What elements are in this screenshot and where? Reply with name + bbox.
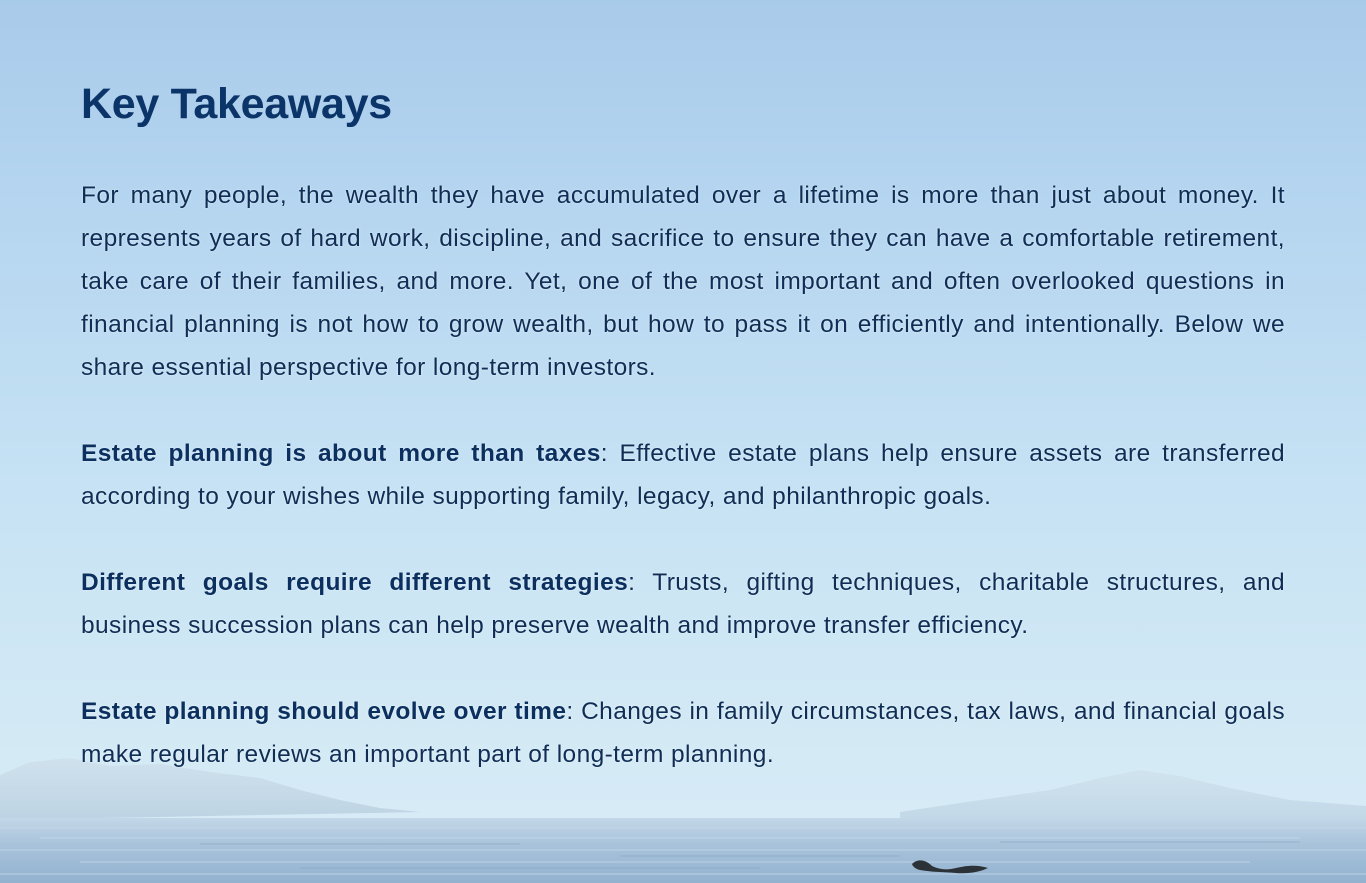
page-title: Key Takeaways [81,80,392,128]
takeaway-text: : Trusts, gifting techniques, charitable structures, and business succession plans can help preserve wealth and improve transfer efficiency. [81,569,1285,639]
takeaway-text: : Effective estate plans help ensure assets are transferred according to your wishes while supporting family, legacy, and philanthropic goals. [81,440,1285,510]
takeaway-title: Estate planning is about more than taxes [81,440,601,467]
takeaway-title: Estate planning should evolve over time [81,698,567,725]
intro-paragraph: For many people, the wealth they have accumulated over a lifetime is more than just about money. It represents years of hard work, discipline, and sacrifice to ensure they can have a comfortable retirement, take care of their families, and more. Yet, one of the most important and often overlooked questions in financial planning is not how to grow wealth, but how to pass it on efficiently and intentionally. Below we share essential perspective for long-term investors. [81,182,1285,381]
takeaway-item [81,690,1285,776]
takeaway-item [81,561,1285,647]
takeaway-text: : Changes in family circumstances, tax laws, and financial goals make regular reviews an important part of long-term planning. [81,698,1285,768]
takeaway-title: Different goals require different strategies [81,569,629,596]
takeaway-item [81,432,1285,518]
key-takeaways-section [81,78,1285,776]
